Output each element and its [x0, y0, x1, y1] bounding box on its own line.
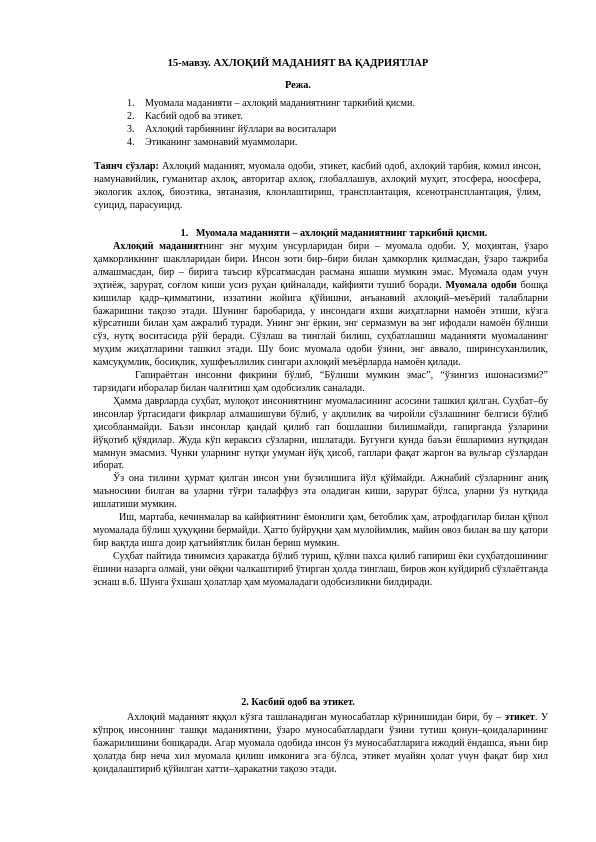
- plan-item-number: 3.: [127, 124, 135, 135]
- bold-term: Муомала одоби: [445, 279, 517, 291]
- plan-item: [127, 97, 415, 110]
- paragraph-text: Ахлоқий маданият яққол кўзга ташланадиган муносабатлар кўринишидан бири, бу –: [127, 712, 505, 723]
- section-1-heading: [0, 227, 596, 240]
- paragraph-text: . У кўпроқ инсоннинг ташқи маданиятини, ўзаро муносабатлардаги ўзини тутиш қонун–қоидаларининг бажарилишини бошқаради. Агар муомала одобида инсон ўз муносабатларига ижодий ёндашса, яъни бир ҳолатда бир неча хил муомала қилиш имконига эга бўлса, этикет муайян ҳолат учун фақат бир хил қоидалаштириб қўйилган хатти–ҳаракатни тақозо этади.: [93, 712, 548, 775]
- paragraph-2: Гапираётган инсонни фикрини бўлиб, “Бўлиши мумкин эмас”, “ўзингиз ишонасизми?” тарзидаги иборалар билан чалғитиш ҳам одобсизлик саналади.: [93, 370, 548, 394]
- plan-item-number: 4.: [127, 137, 135, 148]
- plan-item-text: Этиканинг замонавий муаммолари.: [145, 137, 298, 148]
- plan-item: [127, 110, 415, 123]
- paragraph-5: Иш, мартаба, кечинмалар ва кайфиятнинг ёмонлиги ҳам, бетоблик ҳам, атрофдагилар билан қўпол муомалада бўлиш ҳуқуқини бермайди. Ҳатто буйруқни ҳам мулойимлик, майин овоз билан ва шу қатори бир вақтда ишга доир қатъийятлик билан бериш мумкин.: [93, 512, 548, 549]
- plan-item: [127, 123, 415, 136]
- keywords-label: Таянч сўзлар:: [94, 161, 159, 172]
- paragraph-text: нинг энг муҳим унсурларидан бири – муомала одоби. У, моҳиятан, ўзаро ҳамкорликнинг шаклларидан бири. Инсон зоти бир–бири билан ҳамкорлик қилмасдан, ўзаро тажриба алмашмасдан, бир – бирига таъсир кўрсатмасдан расмана яшаши мумкин эмас. Муомала одам учун эҳтиёж, зарурат, соғлом киши усиз руҳан қийналади, кайфияти тушиб боради.: [93, 241, 548, 291]
- document-title: 15-мавзу. АХЛОҚИЙ МАДАНИЯТ ВА ҚАДРИЯТЛАР: [167, 58, 429, 69]
- plan-heading: Режа.: [285, 80, 311, 91]
- bold-term: этикет: [504, 712, 535, 723]
- section-2-heading: 2. Касбий одоб ва этикет.: [241, 697, 355, 708]
- paragraph-7: [93, 712, 548, 777]
- plan-item: [127, 136, 415, 149]
- plan-item-text: Ахлоқий тарбиянинг йўллари ва воситалари: [145, 124, 337, 135]
- keywords-paragraph: [94, 160, 541, 212]
- paragraph-1: [93, 241, 548, 370]
- section-1-number: 1.: [180, 228, 189, 239]
- paragraph-text: бошқа кишилар қадр–қимматини, иззатини жойига қўйишни, анъанавий ахлоқий–меъёрий талабларни бажаришни тақозо этади. Шунинг баробарида, у инсондаги яхши жиҳатларни намоён этиши, кўзга кўрсатиши билан ҳам ажралиб туради. Унинг энг ёркин, энг сермазмун ва энг ифодали намоён бўлиши сўз, нутқ воситасида рўй беради. Сўзлаш ва тинглай билиш, суҳбатлашиш маданияти муомаланинг муҳим жиҳатларини ташкил этади. Шу боис муомала одоби ўзини, энг аввало, ширинсуханлилик, камсуқумлик, босиқлик, хушфеъллилик сингари ахлоқий меъёрларда намоён қилади.: [93, 279, 548, 369]
- plan-item-text: Муомала маданияти – ахлоқий маданиятнинг таркибий қисми.: [145, 98, 415, 109]
- plan-list: [127, 97, 415, 149]
- paragraph-4: Ўз она тилини ҳурмат қилган инсон уни бузилишига йўл қўймайди. Ажнабий сўзларнинг аниқ маъносини билган ва уларни тўғри талаффуз эта оладиган киши, зарурат бўлса, уларни ўз нутқида ишлатиши мумкин.: [93, 473, 548, 511]
- plan-item-text: Касбий одоб ва этикет.: [145, 111, 243, 122]
- section-2-body: [93, 712, 548, 777]
- section-1-title: Муомала маданияти – ахлоқий маданиятнинг таркибий қисми.: [195, 228, 488, 239]
- paragraph-3: Ҳамма даврларда суҳбат, мулоқот инсониятнинг муомаласининг асосини ташкил қилган. Суҳбат–бу инсонлар ўртасидаги фикрлар алмашишуви бўлиб, у ақллилик ва чиройли сўзлашнинг белгиси бўлиб ҳисобланмайди. Баъзи инсонлар қандай қилиб гап бошлашни билишмайди, гапирганда ўзларини йўқотиб қўядилар. Жуда кўп кераксиз сўзларни, ишлатади. Бугунги кунда баъзи ёшларимиз нутқидан мамнун эмасмиз. Чунки уларнинг нутқи умуман йўқ ҳисоб, гаплари фақат жаргон ва вульгар сўзлардан иборат.: [93, 395, 548, 472]
- keywords-text: Ахлоқий маданият, муомала одоби, этикет, касбий одоб, ахлоқий тарбия, комил инсон, намунавийлик, гуманитар ахлоқ, авторитар ахлоқ, глобаллашув, ахлоқий муҳит, этосфера, ноосфера, экологик ахлоқ, биоэтика, эвтаназия, клонлаштириш, трансплантация, ксенотрансплантация, ўлим, суицид, парасуицид.: [94, 161, 541, 211]
- bold-term: Ахлоқий маданият: [113, 241, 204, 252]
- plan-item-number: 2.: [127, 111, 135, 122]
- section-1-body: [93, 241, 548, 589]
- plan-item-number: 1.: [127, 98, 135, 109]
- paragraph-6: Суҳбат пайтида тинимсиз ҳаракатда бўлиб туриш, қўлни пахса қилиб гапириш ёки суҳбатдошининг ёшини назарга олмай, уни оёқни чалкаштириб ўтирган ҳолда тинглаш, биров жон куйдириб сўзлаётганда эснаш в.б. Шунга ўхшаш ҳолатлар ҳам муомаладаги одобсизликни билдиради.: [93, 550, 548, 588]
